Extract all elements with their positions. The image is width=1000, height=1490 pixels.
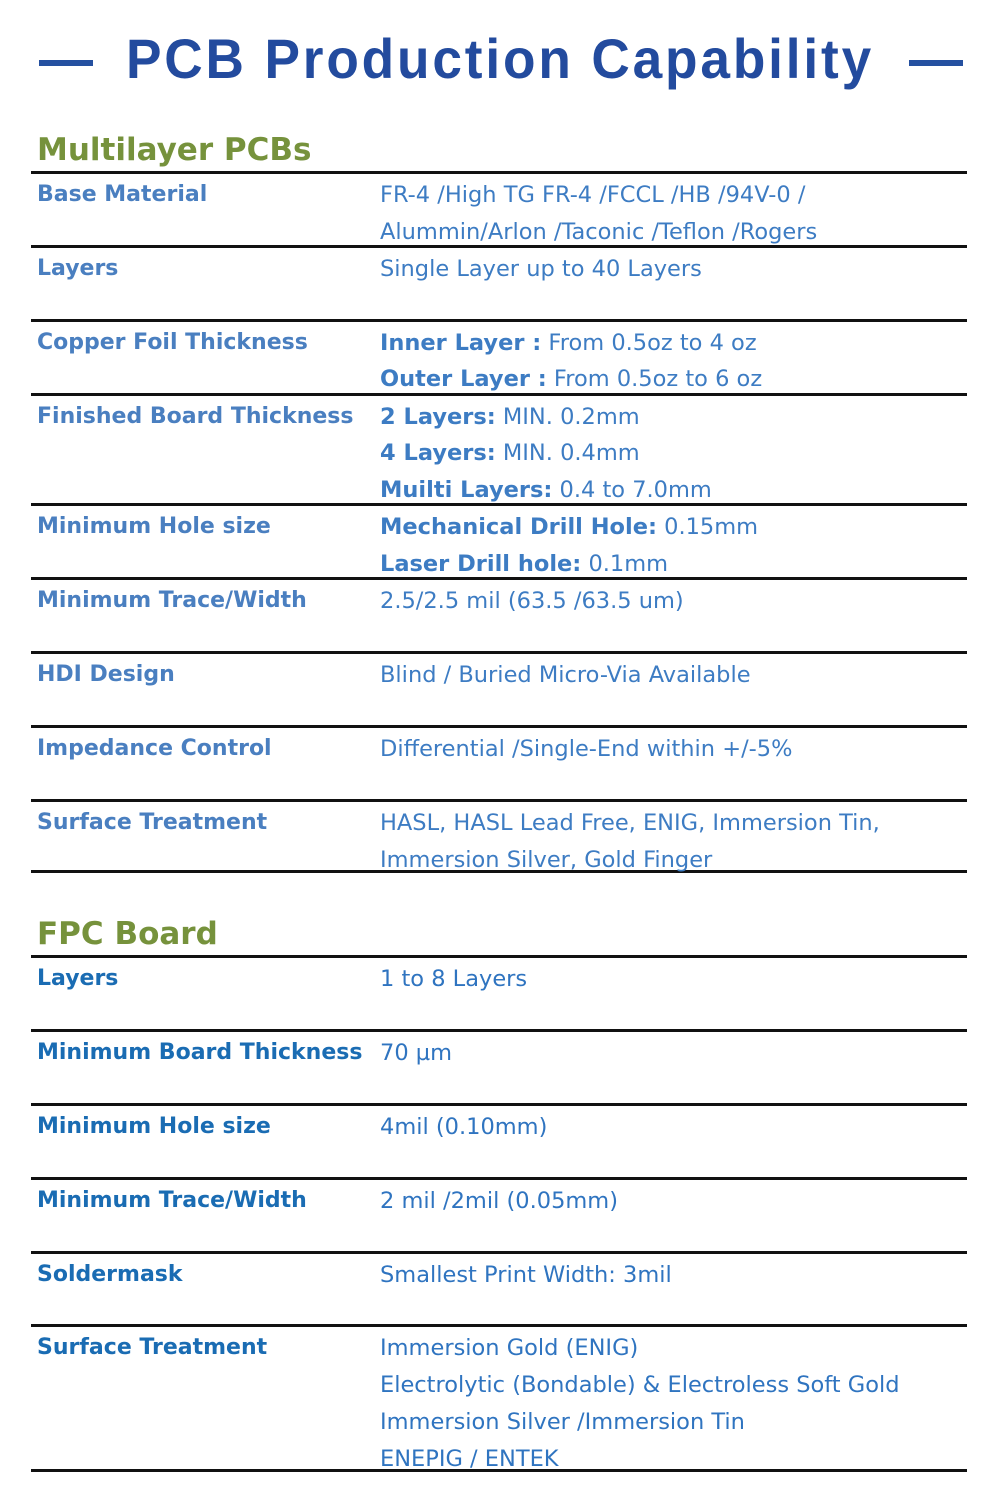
value-line: [380, 509, 758, 546]
value-text: Immersion Silver /Immersion Tin: [380, 1408, 745, 1435]
value-text: 1 to 8 Layers: [380, 966, 528, 992]
table-row: [31, 503, 967, 577]
value-text: MIN. 0.4mm: [495, 440, 640, 467]
value-text: 2.5/2.5 mil (63.5 /63.5 um): [380, 588, 684, 615]
row-values: [380, 325, 762, 398]
title-dash-right: [909, 60, 963, 66]
value-line: [380, 1367, 900, 1404]
row-values: [380, 177, 817, 250]
value-text: 4mil (0.10mm): [380, 1113, 548, 1140]
value-line: [380, 1330, 900, 1367]
row-values: [380, 961, 527, 998]
row-values: [380, 1035, 452, 1072]
row-label: Soldermask: [37, 1261, 183, 1287]
table-row: [31, 1029, 967, 1103]
value-line: [380, 1183, 618, 1220]
table-row: [31, 1177, 967, 1251]
value-line: [380, 399, 712, 436]
row-values: [380, 1257, 672, 1294]
row-label: Minimum Trace/Width: [37, 1187, 307, 1213]
row-values: [380, 509, 758, 582]
value-key: 4 Layers:: [380, 440, 496, 467]
table-row: [31, 393, 967, 504]
value-line: [380, 1257, 672, 1294]
value-text: 2 mil /2mil (0.05mm): [380, 1187, 618, 1214]
row-values: [380, 1109, 547, 1146]
value-line: [380, 1035, 452, 1072]
row-label: Minimum Board Thickness: [37, 1039, 363, 1065]
table-row: [31, 799, 967, 873]
value-key: Muilti Layers:: [380, 477, 553, 504]
value-key: Laser Drill hole:: [380, 551, 582, 578]
table-row: [31, 1103, 967, 1177]
row-label: Minimum Trace/Width: [37, 588, 307, 614]
row-label: Copper Foil Thickness: [37, 329, 308, 355]
value-key: Outer Layer :: [380, 366, 547, 393]
row-label: Surface Treatment: [37, 1335, 268, 1361]
row-label: Base Material: [37, 182, 208, 207]
table-row: [31, 245, 967, 319]
value-text: From 0.5oz to 6 oz: [546, 366, 763, 393]
table-row: [31, 171, 967, 245]
table-row: [31, 651, 967, 725]
value-line: [380, 583, 684, 620]
row-values: [380, 1330, 900, 1477]
row-label: Impedance Control: [37, 736, 272, 762]
row-label: Layers: [37, 255, 119, 281]
table-row: [31, 725, 967, 799]
value-text: Immersion Silver, Gold Finger: [380, 846, 713, 873]
value-text: Blind / Buried Micro-Via Available: [380, 662, 751, 689]
row-label: Surface Treatment: [37, 809, 268, 835]
value-text: Immersion Gold (ENIG): [380, 1335, 639, 1362]
section-title: FPC Board: [37, 916, 218, 952]
value-line: [380, 1441, 900, 1478]
row-values: [380, 251, 702, 288]
value-text: Electrolytic (Bondable) & Electroless Soft Gold: [380, 1372, 900, 1399]
row-values: [380, 399, 712, 509]
value-line: [380, 842, 880, 879]
row-values: [380, 657, 751, 694]
value-text: Smallest Print Width: 3mil: [380, 1261, 672, 1288]
value-line: [380, 1404, 900, 1441]
value-text: FR-4 /High TG FR-4 /FCCL /HB /94V-0 /: [380, 182, 806, 208]
row-label: Minimum Hole size: [37, 1113, 271, 1139]
value-text: 0.1mm: [581, 551, 669, 578]
value-line: [380, 1109, 547, 1146]
value-text: ENEPIG / ENTEK: [380, 1445, 559, 1472]
value-line: [380, 251, 702, 288]
page-title: PCB Production Capability: [125, 27, 875, 90]
row-values: [380, 731, 792, 768]
row-values: [380, 1183, 618, 1220]
value-line: [380, 325, 762, 362]
section-multilayer: [31, 129, 967, 873]
value-text: 0.15mm: [657, 514, 759, 541]
table-row: [31, 955, 967, 1029]
value-text: From 0.5oz to 4 oz: [541, 329, 757, 356]
row-label: Minimum Hole size: [37, 514, 271, 540]
section-title: Multilayer PCBs: [37, 132, 312, 168]
table-row: [31, 1251, 967, 1325]
value-line: [380, 177, 817, 214]
header: [0, 22, 1000, 102]
row-label: Finished Board Thickness: [37, 403, 354, 429]
section-fpc: [31, 913, 967, 1472]
table-row: [31, 319, 967, 393]
value-line: [380, 657, 751, 694]
value-key: Inner Layer :: [380, 329, 542, 356]
value-text: 0.4 to 7.0mm: [552, 477, 712, 504]
value-text: Single Layer up to 40 Layers: [380, 255, 702, 282]
value-key: 2 Layers:: [380, 403, 496, 430]
row-values: [380, 583, 684, 620]
value-line: [380, 435, 712, 472]
table-row: [31, 577, 967, 651]
value-line: [380, 961, 527, 998]
row-label: Layers: [37, 966, 119, 991]
value-line: [380, 805, 880, 842]
row-values: [380, 805, 880, 878]
table-row: [31, 1324, 967, 1472]
value-key: Mechanical Drill Hole:: [380, 514, 657, 541]
value-text: HASL, HASL Lead Free, ENIG, Immersion Tin,: [380, 809, 880, 836]
value-text: 70 µm: [380, 1039, 453, 1066]
value-text: MIN. 0.2mm: [495, 403, 640, 430]
value-text: Differential /Single-End within +/-5%: [380, 736, 793, 763]
row-label: HDI Design: [37, 662, 175, 688]
value-text: Alummin/Arlon /Taconic /Teflon /Rogers: [380, 218, 818, 245]
value-line: [380, 731, 792, 768]
